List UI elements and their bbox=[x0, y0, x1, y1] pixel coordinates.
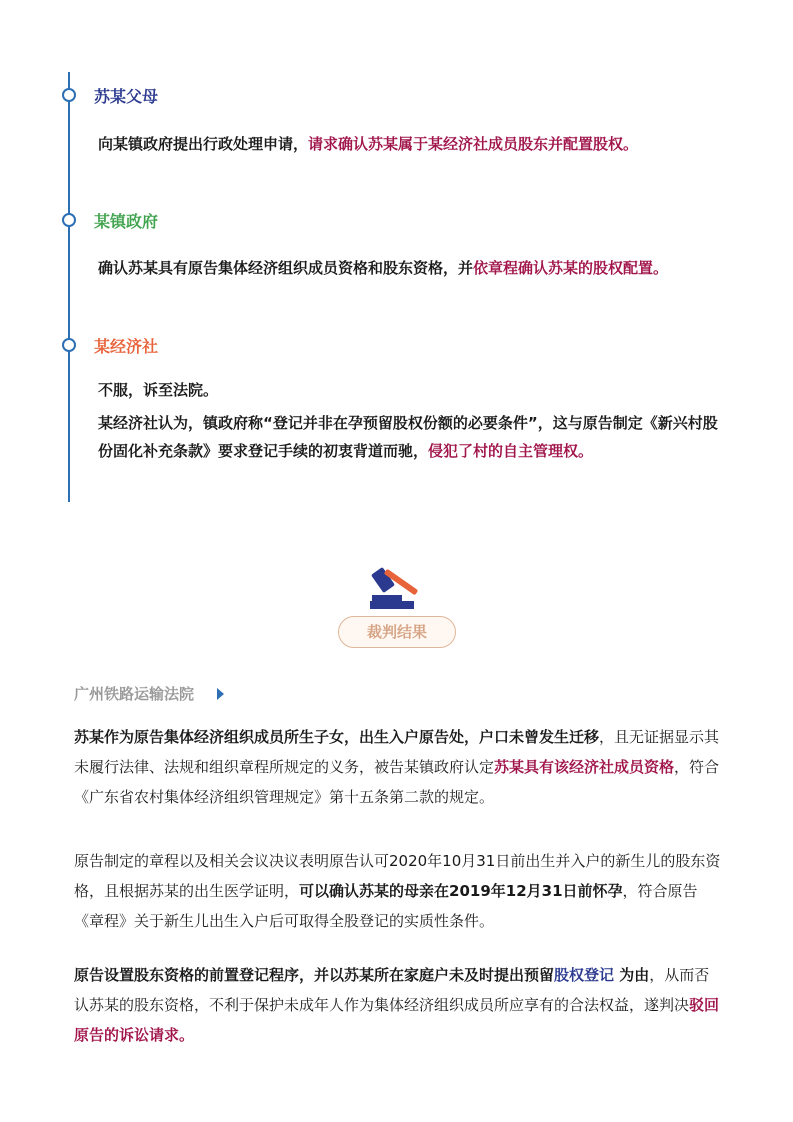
bold-text: 原告设置股东资格的前置登记程序，并以苏某所在家庭户未及时提出预留 bbox=[74, 966, 555, 984]
gavel-icon bbox=[368, 565, 428, 615]
text-run: 原告制定的章程以及相关会议决议表明原告认可2020年10月31日前出生并入户的新生儿的股东资格，且根据苏某的出生医学证明， bbox=[74, 852, 721, 900]
highlight-text: 请求确认苏某属于某经济社成员股东并配置股权。 bbox=[308, 135, 639, 153]
party-label-economic-cooperative: 某经济社 bbox=[94, 337, 159, 356]
bold-text: 苏某作为原告集体经济组织成员所生子女，出生入户原告处，户口未曾发生迁移 bbox=[74, 728, 600, 746]
highlight-text: 依章程确认苏某的股权配置。 bbox=[473, 259, 669, 277]
text-run: ，符合《广东省农村集体经济组织管理规定》第十五条第二款的规定。 bbox=[74, 758, 720, 806]
triangle-right-icon bbox=[217, 688, 224, 700]
party-label-parents: 苏某父母 bbox=[94, 87, 159, 106]
timeline-node-icon bbox=[62, 338, 76, 352]
timeline-node-icon bbox=[62, 88, 76, 102]
party-label-town-government: 某镇政府 bbox=[94, 212, 159, 231]
judgment-paragraph-2 bbox=[74, 846, 724, 936]
court-name: 广州铁路运输法院 bbox=[74, 685, 195, 703]
bold-text: 可以确认苏某的母亲在2019年12月31日前怀孕 bbox=[299, 882, 623, 900]
cooperative-paragraph-1 bbox=[98, 376, 718, 404]
judgment-paragraph-1 bbox=[74, 722, 724, 812]
highlight-text: 侵犯了村的自主管理权。 bbox=[428, 442, 594, 460]
text-run: 某经济社认为，镇政府称“登记并非在孕预留股权份额的必要条件”，这与原告制定《新兴村股份固化补充条款》要求登记手续的初衷背道而驰， bbox=[98, 414, 718, 460]
town-government-paragraph bbox=[98, 254, 718, 282]
text-run: ，符合原告《章程》关于新生儿出生入户后可取得全股登记的实质性条件。 bbox=[74, 882, 698, 930]
result-heading-badge: 裁判结果 bbox=[338, 616, 456, 648]
judgment-paragraph-3 bbox=[74, 960, 724, 1050]
text-run: 不服，诉至法院。 bbox=[98, 381, 219, 399]
timeline-node-icon bbox=[62, 213, 76, 227]
highlight-text: 苏某具有该经济社成员资格 bbox=[494, 758, 675, 776]
text-run: 向某镇政府提出行政处理申请， bbox=[98, 135, 309, 153]
bold-text: 为由 bbox=[614, 966, 650, 984]
cooperative-paragraph-2 bbox=[98, 409, 718, 465]
navy-text: 股权登记 bbox=[554, 966, 615, 984]
text-run: 确认苏某具有原告集体经济组织成员资格和股东资格，并 bbox=[98, 259, 474, 277]
text-run: ，且无证据显示其未履行法律、法规和组织章程所规定的义务，被告某镇政府认定 bbox=[74, 728, 720, 776]
timeline-line bbox=[68, 72, 70, 502]
text-run: ，从而否认苏某的股东资格，不利于保护未成年人作为集体经济组织成员所应享有的合法权益，遂判决 bbox=[74, 966, 710, 1014]
parents-paragraph bbox=[98, 130, 718, 158]
highlight-text: 驳回原告的诉讼请求。 bbox=[74, 996, 720, 1044]
